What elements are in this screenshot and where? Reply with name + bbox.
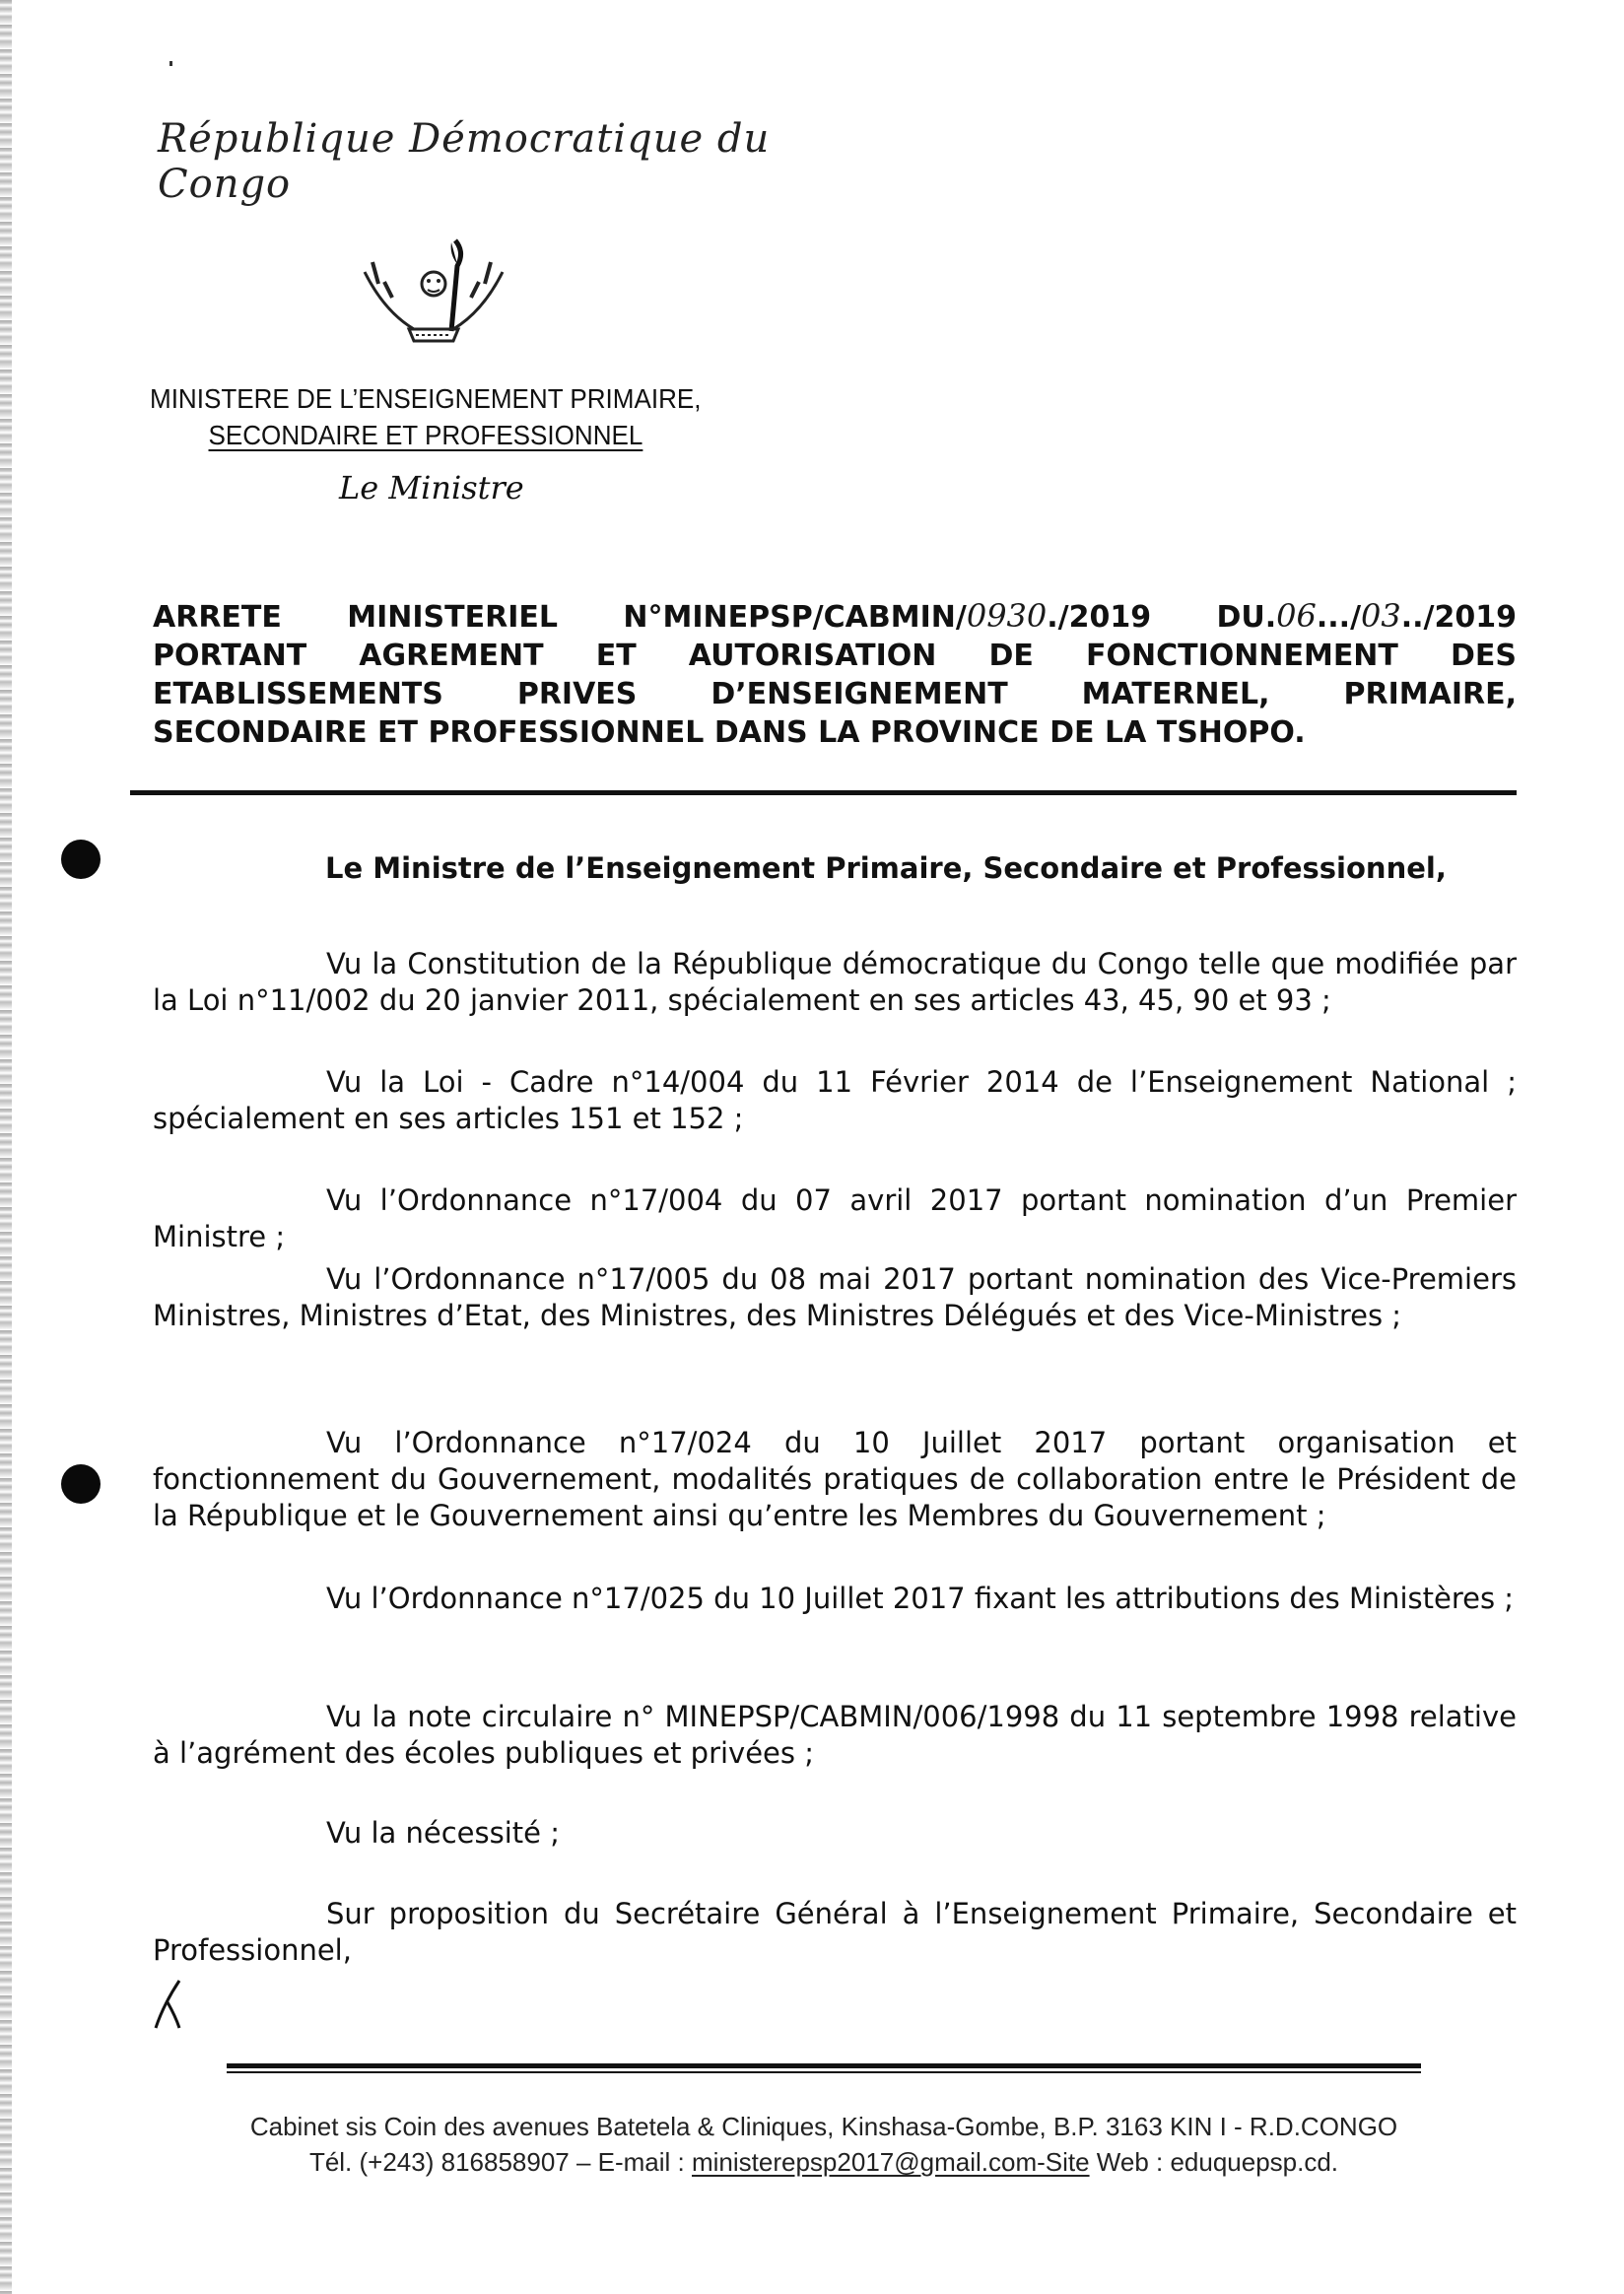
paragraph-text: Vu la nécessité ; — [326, 1816, 560, 1850]
minister-title: Le Ministre — [339, 469, 524, 506]
paragraph-constitution — [153, 946, 1517, 1019]
decree-number-handwritten: 0930 — [966, 597, 1048, 635]
paragraph-ordonnance-17-025 — [153, 1581, 1517, 1617]
decree-separator: .../ — [1316, 600, 1362, 635]
paragraph-text: Vu l’Ordonnance n°17/005 du 08 mai 2017 portant nomination des Vice-Premiers Ministres, Ministres d’Etat, des Ministres, des Ministres Délégués et des Vice-Ministres ; — [153, 1262, 1517, 1332]
paragraph-ordonnance-17-024 — [153, 1425, 1517, 1534]
footer — [197, 2109, 1451, 2180]
coat-of-arms-icon — [355, 233, 512, 351]
paragraph-necessite — [153, 1815, 1517, 1852]
decree-line-4: SECONDAIRE ET PROFESSIONNEL DANS LA PROVINCE DE LA TSHOPO. — [153, 715, 1306, 750]
footer-phone: Tél. (+243) 816858907 – E-mail : — [308, 2147, 692, 2177]
paragraph-proposition — [153, 1896, 1517, 1969]
footer-website: Web : eduquepsp.cd. — [1089, 2147, 1339, 2177]
paragraph-text: Vu l’Ordonnance n°17/004 du 07 avril 2017 portant nomination d’un Premier Ministre ; — [153, 1183, 1517, 1253]
footer-contact — [197, 2144, 1451, 2180]
paragraph-text: Vu la note circulaire n° MINEPSP/CABMIN/006/1998 du 11 septembre 1998 relative à l’agrément des écoles publiques et privées ; — [153, 1700, 1517, 1770]
paragraph-loi-cadre — [153, 1064, 1517, 1137]
title-divider — [130, 790, 1517, 795]
decree-month-handwritten: 03 — [1361, 597, 1401, 635]
footer-divider — [227, 2063, 1421, 2073]
punch-hole-top — [61, 840, 101, 879]
scan-edge — [0, 0, 12, 2294]
handwritten-initial-mark — [150, 1975, 189, 2034]
paragraph-text: Vu l’Ordonnance n°17/024 du 10 Juillet 2017 portant organisation et fonctionnement du Gouvernement, modalités pratiques de collaboration entre le Président de la République et le Gouvernement ainsi qu’entre les Membres du Gouvernement ; — [153, 1426, 1517, 1532]
ministry-line-1: MINISTERE DE L’ENSEIGNEMENT PRIMAIRE, — [150, 383, 702, 414]
footer-email-link[interactable]: ministerepsp2017@gmail.com-Site — [692, 2147, 1090, 2177]
ministry-block — [150, 380, 810, 453]
decree-title — [153, 597, 1517, 752]
republic-title: République Démocratique du Congo — [158, 116, 771, 207]
punch-hole-bottom — [61, 1464, 101, 1504]
paragraph-text: Vu la Loi - Cadre n°14/004 du 11 Février 2014 de l’Enseignement National ; spécialement en ses articles 151 et 152 ; — [153, 1065, 1517, 1135]
decree-year: ./2019 DU. — [1047, 600, 1277, 635]
decree-line-1 — [153, 597, 1517, 637]
decree-suffix: ../2019 — [1400, 600, 1518, 635]
decree-prefix: ARRETE MINISTERIEL N°MINEPSP/CABMIN/ — [153, 600, 967, 635]
scan-speck — [169, 61, 172, 66]
decree-line-3: ETABLISSEMENTS PRIVES D’ENSEIGNEMENT MATERNEL, PRIMAIRE, — [153, 677, 1517, 711]
intro-heading: Le Ministre de l’Enseignement Primaire, Secondaire et Professionnel, — [325, 851, 1447, 885]
paragraph-note-circulaire — [153, 1699, 1517, 1772]
paragraph-ordonnance-17-004 — [153, 1182, 1517, 1255]
ministry-line-2: SECONDAIRE ET PROFESSIONNEL — [208, 420, 643, 450]
decree-day-handwritten: 06 — [1276, 597, 1317, 635]
paragraph-text: Vu la Constitution de la République démocratique du Congo telle que modifiée par la Loi n°11/002 du 20 janvier 2011, spécialement en ses articles 43, 45, 90 et 93 ; — [153, 947, 1517, 1017]
footer-address: Cabinet sis Coin des avenues Batetela & Cliniques, Kinshasa-Gombe, B.P. 3163 KIN I - R.D.CONGO — [249, 2112, 1398, 2141]
paragraph-ordonnance-17-005 — [153, 1261, 1517, 1334]
paragraph-text: Sur proposition du Secrétaire Général à l’Enseignement Primaire, Secondaire et Professionnel, — [153, 1897, 1517, 1967]
paragraph-text: Vu l’Ordonnance n°17/025 du 10 Juillet 2017 fixant les attributions des Ministères ; — [326, 1582, 1515, 1615]
decree-line-2: PORTANT AGREMENT ET AUTORISATION DE FONCTIONNEMENT DES — [153, 639, 1517, 673]
